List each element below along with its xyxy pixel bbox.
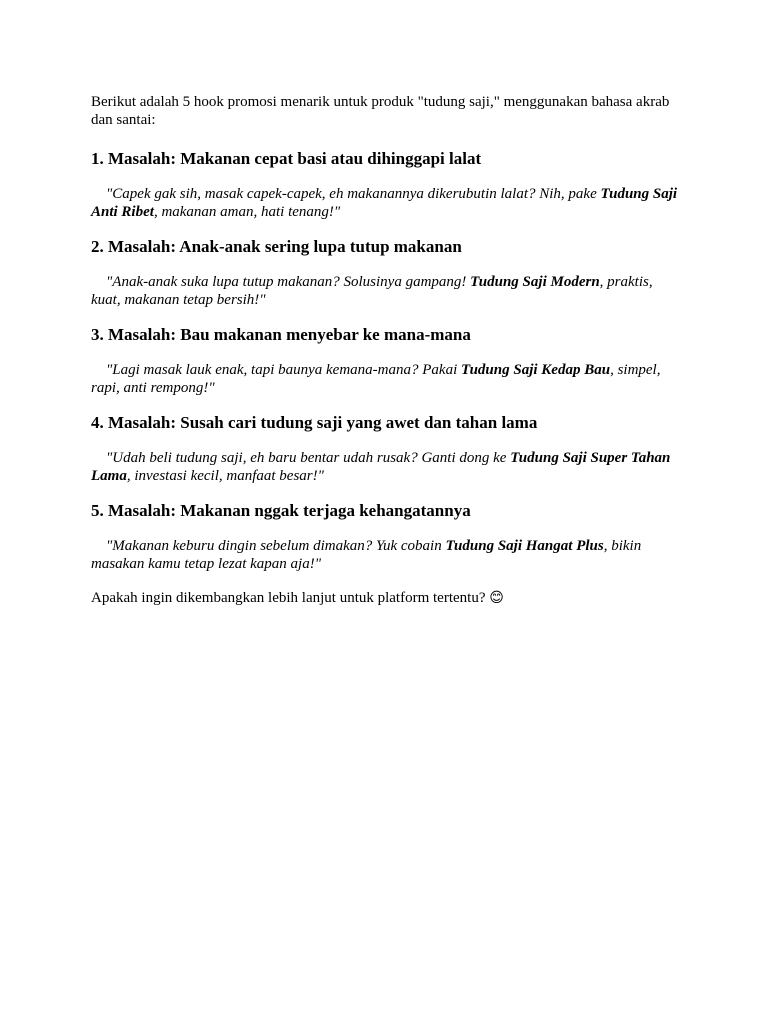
hook-text: "Makanan keburu dingin sebelum dimakan? Yuk cobain bbox=[106, 538, 446, 554]
problem-heading-2: 2. Masalah: Anak-anak sering lupa tutup makanan bbox=[91, 237, 462, 256]
promo-hook-1 bbox=[91, 185, 681, 221]
closing-question bbox=[91, 589, 681, 607]
product-name: Tudung Saji Modern bbox=[470, 274, 600, 290]
promo-hook-3 bbox=[91, 361, 681, 397]
product-name: Tudung Saji Hangat Plus bbox=[445, 538, 604, 554]
problem-heading-1: 1. Masalah: Makanan cepat basi atau dihinggapi lalat bbox=[91, 149, 482, 168]
promo-hook-4 bbox=[91, 449, 681, 485]
hook-text: "Anak-anak suka lupa tutup makanan? Solusinya gampang! bbox=[106, 274, 471, 290]
product-name: Tudung Saji Kedap Bau bbox=[460, 362, 611, 378]
smiling-face-icon: 😊 bbox=[489, 590, 504, 606]
hook-text: , praktis, kuat, makanan tetap bersih!" bbox=[91, 274, 653, 308]
hook-text: "Capek gak sih, masak capek-capek, eh makanannya dikerubutin lalat? Nih, pake bbox=[106, 186, 601, 202]
promo-hook-5 bbox=[91, 537, 681, 573]
product-name: Tudung Saji Super Tahan Lama bbox=[91, 450, 671, 484]
document-page bbox=[91, 93, 681, 607]
problem-heading-4: 4. Masalah: Susah cari tudung saji yang awet dan tahan lama bbox=[91, 413, 538, 432]
promo-hook-2 bbox=[91, 273, 681, 309]
hook-text: , makanan aman, hati tenang!" bbox=[153, 204, 341, 220]
hook-text: "Lagi masak lauk enak, tapi baunya kemana-mana? Pakai bbox=[106, 362, 461, 378]
product-name: Tudung Saji Anti Ribet bbox=[91, 186, 678, 220]
closing-text: Apakah ingin dikembangkan lebih lanjut untuk platform tertentu? bbox=[91, 590, 486, 606]
intro-paragraph: Berikut adalah 5 hook promosi menarik untuk produk "tudung saji," menggunakan bahasa akrab dan santai: bbox=[91, 94, 670, 128]
problem-heading-3: 3. Masalah: Bau makanan menyebar ke mana-mana bbox=[91, 325, 471, 344]
hook-text: , simpel, rapi, anti rempong!" bbox=[91, 362, 661, 396]
hook-text: , investasi kecil, manfaat besar!" bbox=[126, 468, 324, 484]
hook-text: "Udah beli tudung saji, eh baru bentar udah rusak? Ganti dong ke bbox=[106, 450, 511, 466]
hook-text: , bikin masakan kamu tetap lezat kapan aja!" bbox=[91, 538, 642, 572]
problem-heading-5: 5. Masalah: Makanan nggak terjaga kehangatannya bbox=[91, 501, 471, 520]
